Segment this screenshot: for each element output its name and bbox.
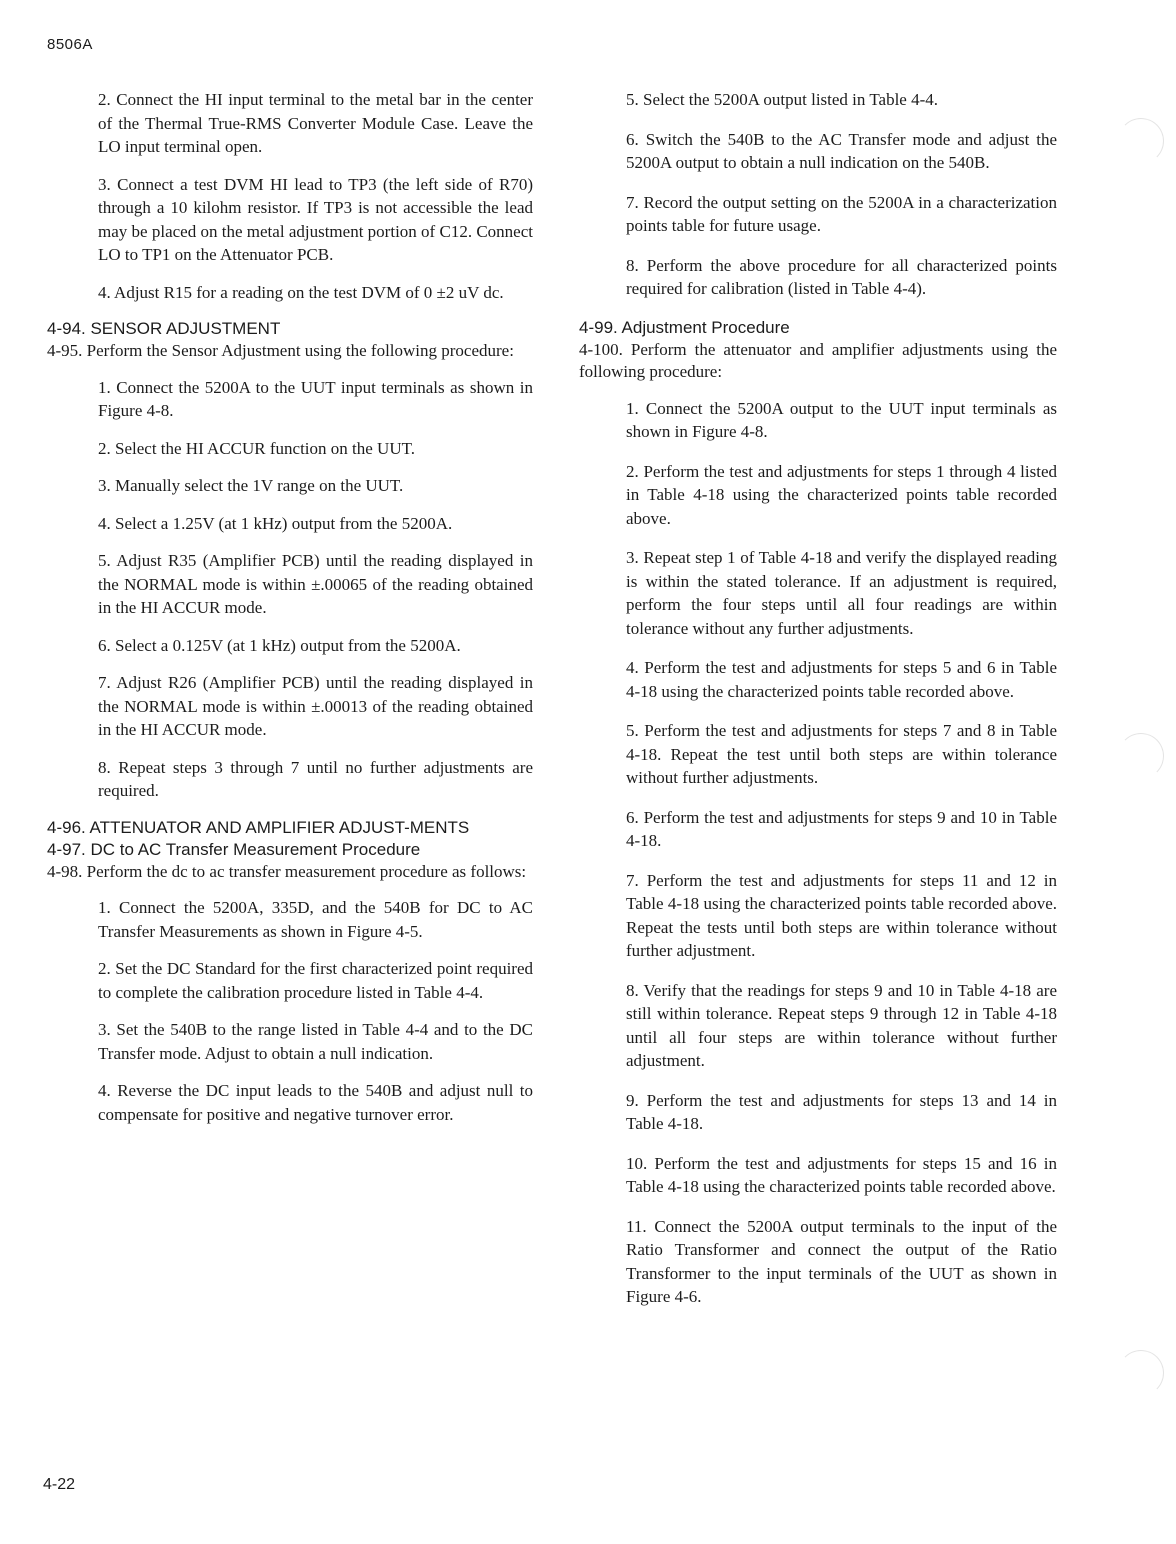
list-item: 5. Select the 5200A output listed in Table 4-4. bbox=[626, 90, 939, 109]
list-item: 8. Verify that the readings for steps 9 and 10 in Table 4-18 are still within tolerance. Repeat steps 9 through 12 in Table 4-18 until all four steps are within tolerance without further adjustment. bbox=[626, 980, 1057, 1070]
list-item: 4. Select a 1.25V (at 1 kHz) output from the 5200A. bbox=[98, 513, 453, 533]
list-item: 5. Adjust R35 (Amplifier PCB) until the reading displayed in the NORMAL mode is within ±.00065 of the reading obtained in the HI ACCUR mode. bbox=[98, 551, 533, 617]
page-number: 4-22 bbox=[43, 1476, 76, 1493]
list-item: 4. Adjust R15 for a reading on the test DVM of 0 ±2 uV dc. bbox=[98, 282, 504, 302]
list-item: 4. Perform the test and adjustments for steps 5 and 6 in Table 4-18 using the characterized points table recorded above. bbox=[626, 658, 1057, 701]
list-item: 11. Connect the 5200A output terminals to the input of the Ratio Transformer and connect the output of the Ratio Transformer to the input terminals of the UUT as shown in Figure 4-6. bbox=[626, 1216, 1057, 1306]
section-heading-4-94: 4-94. SENSOR ADJUSTMENT bbox=[47, 319, 281, 338]
list-item: 2. Connect the HI input terminal to the metal bar in the center of the Thermal True-RMS Converter Module Case. Leave the LO input terminal open. bbox=[98, 90, 533, 156]
binder-hole-shadow bbox=[1118, 733, 1164, 779]
paragraph-4-100: 4-100. Perform the attenuator and amplifier adjustments using the following procedure: bbox=[579, 339, 1057, 381]
list-item: 2. Perform the test and adjustments for steps 1 through 4 listed in Table 4-18 using the characterized points table recorded above. bbox=[626, 461, 1057, 528]
list-item: 2. Select the HI ACCUR function on the UUT. bbox=[98, 438, 415, 458]
list-item: 1. Connect the 5200A to the UUT input terminals as shown in Figure 4-8. bbox=[98, 377, 533, 420]
list-item: 2. Set the DC Standard for the first characterized point required to complete the calibration procedure listed in Table 4-4. bbox=[98, 959, 533, 1002]
left-column bbox=[47, 88, 533, 1140]
list-item: 3. Set the 540B to the range listed in Table 4-4 and to the DC Transfer mode. Adjust to obtain a null indication. bbox=[98, 1020, 533, 1063]
binder-hole-shadow bbox=[1118, 118, 1164, 164]
list-item: 10. Perform the test and adjustments for steps 15 and 16 in Table 4-18 using the characterized points table recorded above. bbox=[626, 1153, 1057, 1196]
list-item: 6. Perform the test and adjustments for steps 9 and 10 in Table 4-18. bbox=[626, 807, 1057, 850]
list-item: 7. Record the output setting on the 5200A in a characterization points table for future usage. bbox=[626, 192, 1057, 235]
paragraph-4-95: 4-95. Perform the Sensor Adjustment using the following procedure: bbox=[47, 341, 514, 360]
list-item: 3. Repeat step 1 of Table 4-18 and verify the displayed reading is within the stated tolerance. If an adjustment is required, perform the four steps until all four readings are within tolerance without any further adjustments. bbox=[626, 548, 1057, 638]
list-item: 8. Repeat steps 3 through 7 until no further adjustments are required. bbox=[98, 757, 533, 800]
section-heading-4-97: 4-97. DC to AC Transfer Measurement Procedure bbox=[47, 839, 421, 859]
binder-hole-shadow bbox=[1118, 1350, 1164, 1396]
list-item: 5. Perform the test and adjustments for steps 7 and 8 in Table 4-18. Repeat the test until both steps are within tolerance without further adjustments. bbox=[626, 721, 1057, 787]
section-heading-4-99: 4-99. Adjustment Procedure bbox=[579, 317, 790, 337]
list-item: 1. Connect the 5200A, 335D, and the 540B for DC to AC Transfer Measurements as shown in Figure 4-5. bbox=[98, 898, 533, 941]
list-item: 7. Adjust R26 (Amplifier PCB) until the reading displayed in the NORMAL mode is within ±.00013 of the reading obtained in the HI ACCUR mode. bbox=[98, 673, 533, 739]
list-item: 4. Reverse the DC input leads to the 540B and adjust null to compensate for positive and negative turnover error. bbox=[98, 1081, 533, 1124]
list-item: 3. Manually select the 1V range on the UUT. bbox=[98, 476, 404, 495]
list-item: 8. Perform the above procedure for all characterized points required for calibration (listed in Table 4-4). bbox=[626, 255, 1057, 298]
paragraph-4-98: 4-98. Perform the dc to ac transfer measurement procedure as follows: bbox=[47, 861, 527, 881]
list-item: 7. Perform the test and adjustments for steps 11 and 12 in Table 4-18 using the characterized points table recorded above. Repeat the tests until both steps are within tolerance without further adjustment. bbox=[626, 870, 1057, 960]
list-item: 3. Connect a test DVM HI lead to TP3 (the left side of R70) through a 10 kilohm resistor. If TP3 is not accessible the lead may be placed on the metal adjustment portion of C12. Connect LO to TP1 on the Attenuator PCB. bbox=[98, 174, 533, 264]
document-id: 8506A bbox=[47, 36, 93, 53]
right-column bbox=[579, 88, 1057, 1325]
list-item: 9. Perform the test and adjustments for steps 13 and 14 in Table 4-18. bbox=[626, 1090, 1057, 1133]
list-item: 6. Switch the 540B to the AC Transfer mode and adjust the 5200A output to obtain a null indication on the 540B. bbox=[626, 129, 1057, 172]
list-item: 6. Select a 0.125V (at 1 kHz) output from the 5200A. bbox=[98, 635, 461, 655]
list-item: 1. Connect the 5200A output to the UUT input terminals as shown in Figure 4-8. bbox=[626, 398, 1057, 441]
section-heading-4-96: 4-96. ATTENUATOR AND AMPLIFIER ADJUST-MENTS bbox=[47, 817, 470, 837]
